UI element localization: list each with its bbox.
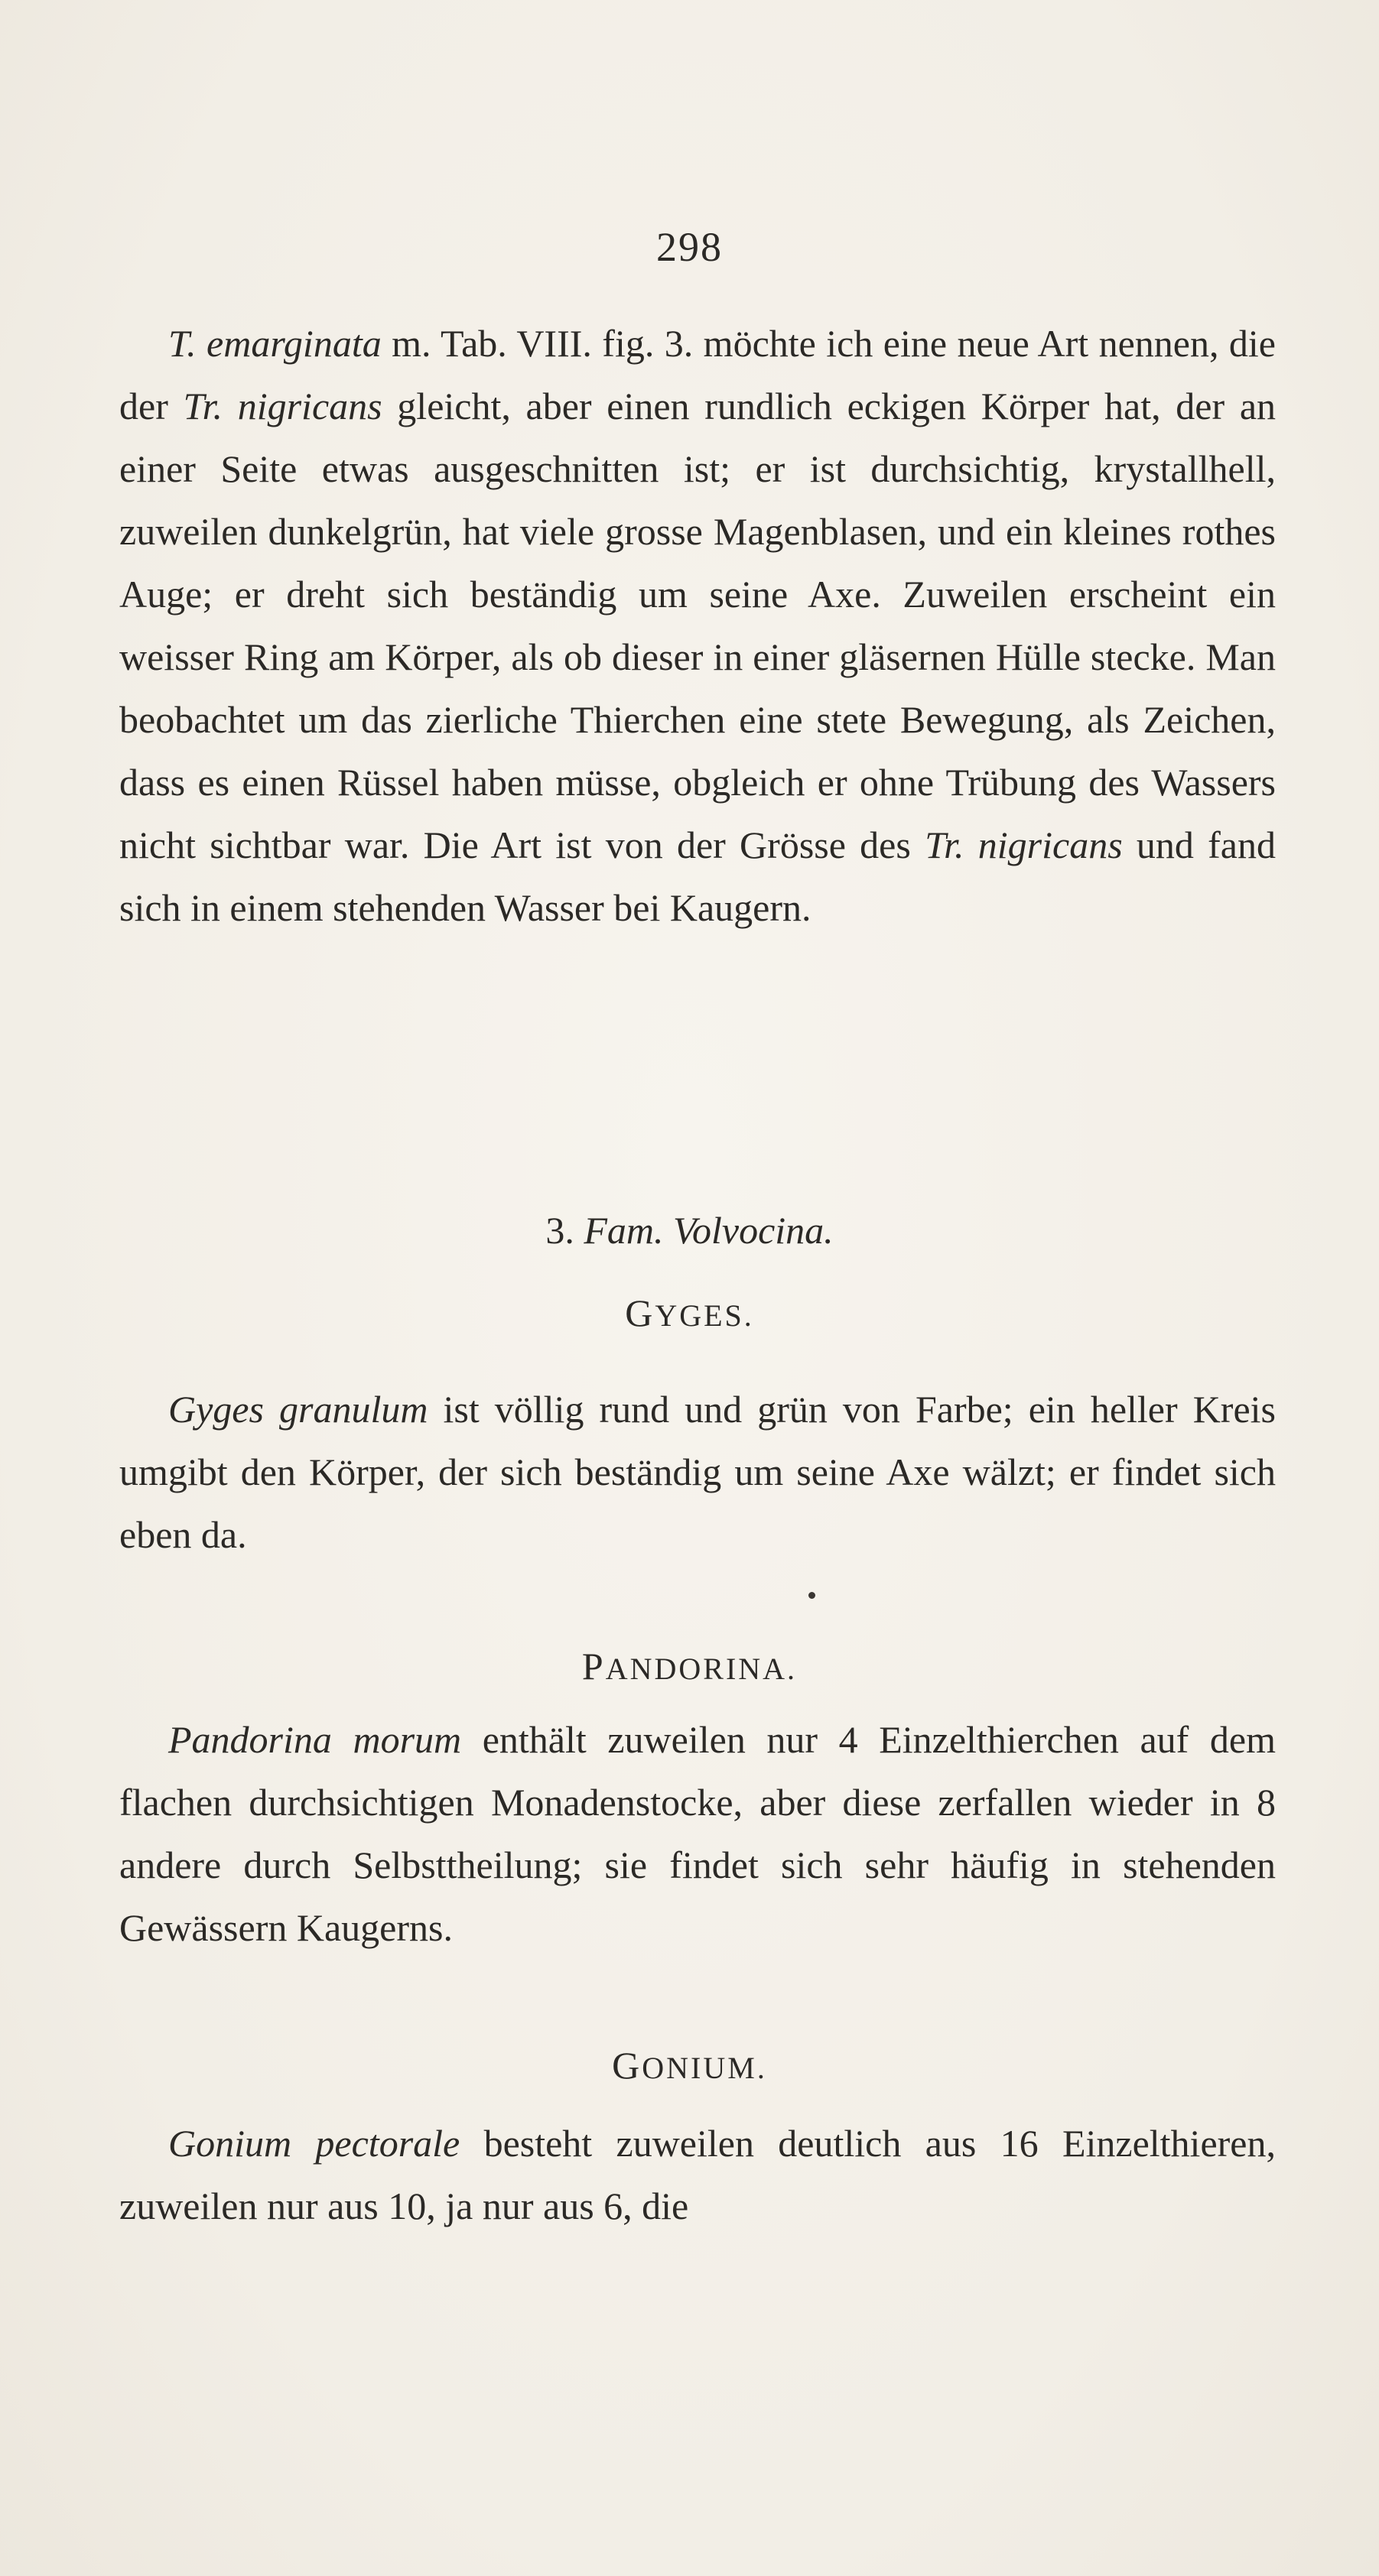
- species-name: Gyges granulum: [168, 1388, 428, 1431]
- genus-heading-gonium: GONIUM.: [612, 2044, 767, 2087]
- species-reference: Tr. nigricans: [183, 385, 382, 427]
- page-number: 298: [656, 224, 723, 270]
- species-name: Pandorina morum: [168, 1718, 462, 1761]
- paragraph-gonium: Gonium pectorale besteht zuweilen deutlich aus 16 Einzelthieren, zuweilen nur aus 10, ja nur aus 6, die: [119, 2122, 1276, 2227]
- species-name: Gonium pectorale: [168, 2122, 460, 2165]
- family-heading: 3. Fam. Volvocina.: [545, 1209, 834, 1252]
- genus-heading-gyges: GYGES.: [625, 1291, 754, 1334]
- ink-speck: [808, 1592, 815, 1599]
- species-reference: Tr. nigricans: [925, 823, 1123, 866]
- paragraph-tetraspora-emarginata: T. emarginata m. Tab. VIII. fig. 3. möchte ich eine neue Art nennen, die der Tr. nigricans gleicht, aber einen rundlich eckigen Körper hat, der an einer Seite etwas ausgeschnitten ist; er ist durchsichtig, krystallhell, zuweilen dunkelgrün, hat viele grosse Magenblasen, und ein kleines rothes Auge; er dreht sich beständig um seine Axe. Zuweilen erscheint ein weisser Ring am Körper, als ob dieser in einer gläsernen Hülle stecke. Man beobachtet um das zierliche Thierchen eine stete Bewegung, als Zeichen, dass es einen Rüssel haben müsse, obgleich er ohne Trübung des Wassers nicht sichtbar war. Die Art ist von der Grösse des Tr. nigricans und fand sich in einem stehenden Wasser bei Kaugern.: [119, 322, 1277, 929]
- paragraph-pandorina: Pandorina morum enthält zuweilen nur 4 Einzelthierchen auf dem flachen durchsichtigen Monadenstocke, aber diese zerfallen wieder in 8 andere durch Selbsttheilung; sie findet sich sehr häufig in stehenden Gewässern Kaugerns.: [119, 1718, 1276, 1949]
- genus-heading-pandorina: PANDORINA.: [581, 1645, 798, 1688]
- species-name: T. emarginata: [168, 322, 382, 365]
- paragraph-gyges: Gyges granulum ist völlig rund und grün von Farbe; ein heller Kreis umgibt den Körper, der sich beständig um seine Axe wälzt; er findet sich eben da.: [119, 1388, 1276, 1556]
